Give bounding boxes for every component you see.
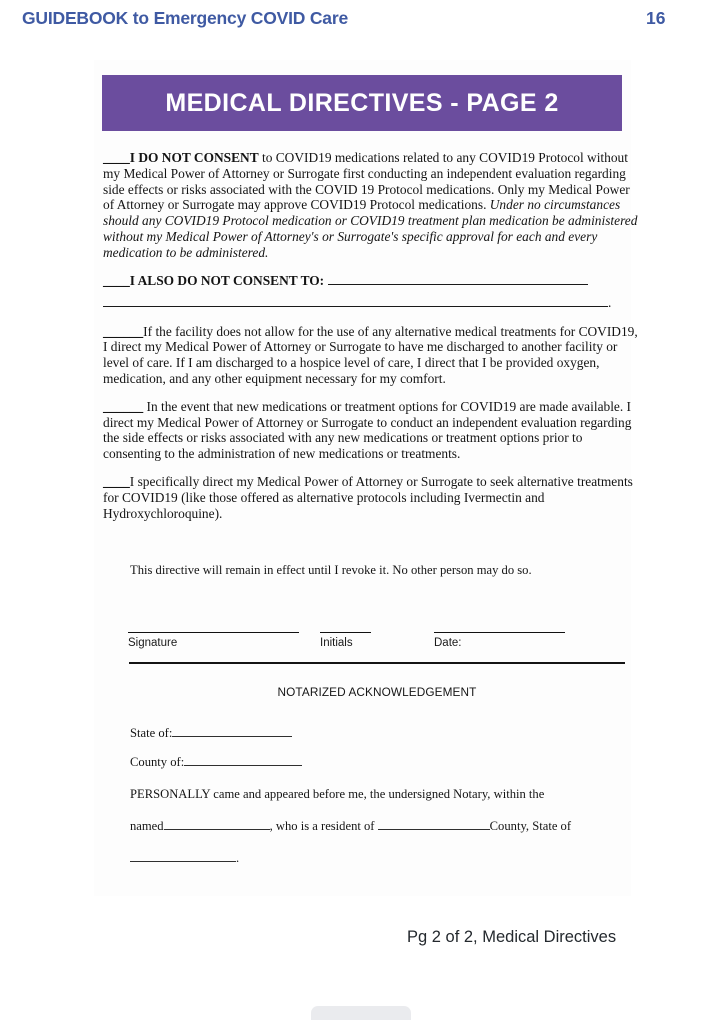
- named-label: named: [130, 819, 164, 833]
- also-consent-period: .: [608, 294, 612, 310]
- county-state-label: County, State of: [489, 819, 572, 833]
- county-label: County of:: [130, 755, 185, 769]
- section-divider: [129, 662, 625, 664]
- initials-line[interactable]: [320, 632, 371, 633]
- do-not-consent-text: to COVID19 medications related to any COVID19 Protocol without my Medical Power of Attorney or Surrogate first conducting an independent evaluation regarding side effects or risks associated with the COVID 19 Protocol medications. Only my Medical Power of Attorney or Surrogate may approve COVID19 Protocol medications.: [103, 150, 630, 213]
- document-body: [103, 150, 643, 533]
- blank-line-2: ____: [103, 272, 130, 288]
- page-number: 16: [646, 8, 666, 28]
- blank-line-5: ____: [103, 473, 130, 489]
- signature-line[interactable]: [128, 632, 299, 633]
- notary-personally-row: PERSONALLY came and appeared before me, the undersigned Notary, within the: [130, 787, 545, 801]
- section-banner: [102, 75, 622, 131]
- also-consent-fill-line-1[interactable]: [328, 274, 588, 284]
- also-consent-fill-row-2: [103, 295, 643, 311]
- resident-label: , who is a resident of: [269, 819, 378, 833]
- final-period: .: [236, 851, 240, 865]
- running-header: [0, 8, 722, 38]
- county-field[interactable]: [184, 756, 302, 766]
- paragraph-also-do-not-consent: [103, 273, 643, 289]
- blank-line-3: ______: [103, 323, 144, 339]
- guidebook-title: GUIDEBOOK to Emergency COVID Care: [22, 8, 348, 28]
- state-label: State of:: [130, 726, 173, 740]
- section-banner-title: MEDICAL DIRECTIVES - PAGE 2: [165, 89, 559, 117]
- do-not-consent-italic-text: Under no circumstances should any COVID19 Protocol medication or COVID19 treatment plan medication be administered without my Medical Power of Attorney's or Surrogate's specific approval for each and every medication to be administered.: [103, 197, 638, 260]
- notary-final-row: [130, 851, 630, 866]
- state-field[interactable]: [172, 727, 292, 737]
- notary-block: [130, 726, 630, 880]
- resident-county-field[interactable]: [378, 820, 490, 830]
- paragraph-facility-discharge: [103, 324, 643, 387]
- final-state-field[interactable]: [130, 852, 236, 862]
- next-card-edge: [311, 1006, 411, 1020]
- directive-duration-note: This directive will remain in effect until I revoke it. No other person may do so.: [130, 563, 532, 577]
- named-field[interactable]: [164, 820, 270, 830]
- paragraph-new-medications: [103, 399, 643, 462]
- notary-county-row: [130, 755, 630, 770]
- paragraph-do-not-consent: [103, 150, 643, 261]
- also-do-not-consent-heading: I ALSO DO NOT CONSENT TO:: [129, 272, 325, 288]
- do-not-consent-heading: I DO NOT CONSENT: [129, 150, 259, 165]
- notary-named-row: [130, 819, 630, 834]
- date-line[interactable]: [434, 632, 565, 633]
- alternative-treatments-text: I specifically direct my Medical Power of Attorney or Surrogate to seek alternative treatments for COVID19 (like those offered as alternative protocols including Ivermectin and Hydroxychloroquine).: [103, 473, 633, 521]
- signature-label: Signature: [128, 637, 178, 649]
- notary-heading: NOTARIZED ACKNOWLEDGEMENT: [277, 685, 477, 699]
- notary-state-row: [130, 726, 630, 741]
- new-medications-text: In the event that new medications or treatment options for COVID19 are made available. I direct my Medical Power of Attorney or Surrogate to conduct an independent evaluation regarding the side effects or risks associated with any new medications or treatment options prior to consenting to the administration of new medications or treatments.: [103, 398, 632, 462]
- blank-line-1: ____: [103, 150, 130, 165]
- also-consent-fill-line-2[interactable]: [103, 296, 608, 306]
- initials-label: Initials: [320, 637, 353, 649]
- blank-line-4: ______: [103, 398, 144, 414]
- figure-caption: Pg 2 of 2, Medical Directives: [407, 928, 617, 946]
- paragraph-alternative-treatments: [103, 474, 643, 521]
- facility-discharge-text: If the facility does not allow for the use of any alternative medical treatments for COVID19, I direct my Medical Power of Attorney or Surrogate to have me discharged to another facility or level of care. If I am discharged to a hospice level of care, I direct that I be provided oxygen, medication, and any other equipment necessary for my comfort.: [103, 323, 638, 386]
- date-label: Date:: [434, 637, 462, 649]
